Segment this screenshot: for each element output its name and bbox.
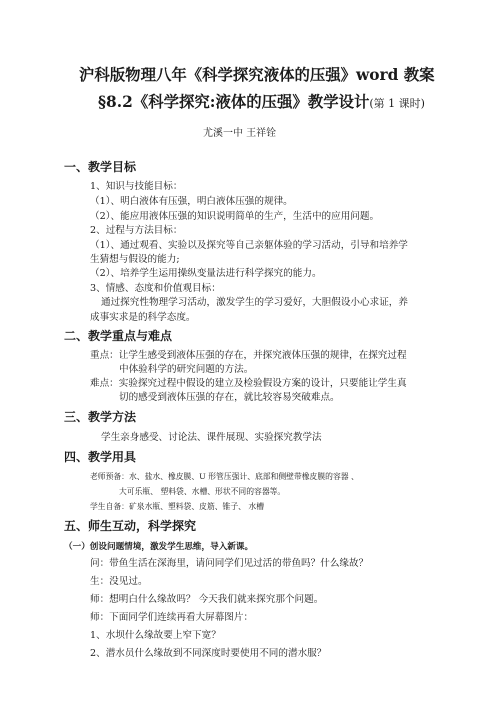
paragraph-line: 通过探究性物理学习活动，激发学生的学习爱好，大胆假设小心求证，养 [101,297,408,308]
document-title: 沪科版物理八年《科学探究液体的压强》word 教案 [79,66,435,84]
subsection-heading: （一）创设问题情境，激发学生思维，导入新课。 [64,542,254,552]
section-heading-objectives: 一、教学目标 [64,160,137,174]
paragraph-line: （2）、培养学生运用操纵变量法进行科学探究的能力。 [90,268,322,279]
paragraph-line: 学生自备：矿泉水瓶、塑料袋、皮筋、锥子、 水槽 [90,502,265,511]
author-line: 尤溪一中 王祥铨 [203,128,277,139]
paragraph-line: 中体验科学的研究问题的方法。 [119,364,254,375]
paragraph-line: （1）、明白液体有压强，明白液体压强的规律。 [90,196,293,207]
section-heading-materials: 四、教学用具 [64,450,137,464]
paragraph-line: 2、潜水员什么缘故到不同深度时要使用不同的潜水服？ [90,648,327,659]
lesson-title-suffix: (第 1 课时) [369,97,425,110]
paragraph-line: 切的感受到液体压强的存在，就比较容易突破难点。 [119,392,340,403]
paragraph-line: （1）、通过观看、实验以及探究等自己亲躯体验的学习活动，引导和培养学 [90,240,408,251]
paragraph-line: 学生亲身感受、讨论法、课件展现、实验探究教学法 [101,432,322,443]
paragraph-line: 2、过程与方法目标： [90,225,183,236]
section-heading-methods: 三、教学方法 [64,410,137,424]
section-heading-key-points: 二、教学重点与难点 [64,329,173,343]
paragraph-line: 问：带鱼生活在深海里，请问同学们见过活的带鱼吗？什么缘故？ [90,558,369,569]
paragraph-line: 3、情感、态度和价值观目标： [90,283,221,294]
paragraph-line: 成事实求是的科学态度。 [90,312,196,323]
paragraph-line: 重点：让学生感受到液体压强的存在，并探究液体压强的规律，在探究过程 [90,350,407,361]
paragraph-line: 1、知识与技能目标： [90,181,183,192]
paragraph-line: 大可乐瓶、 塑料袋、水槽、形状不同的容器等。 [119,487,286,496]
paragraph-line: 难点：实验探究过程中假设的建立及检验假设方案的设计，只要能让学生真 [90,378,407,389]
paragraph-line: 老师预备：水、盐水、橡皮膜、U 形管压强计、底部和侧壁带橡皮膜的容器 、 [90,472,359,481]
lesson-title [98,93,425,113]
paragraph-line: （2）、能应用液体压强的知识说明简单的生产，生活中的应用问题。 [90,211,380,222]
paragraph-line: 生：没见过。 [90,576,148,587]
paragraph-line: 师：下面同学们连续再看大屏幕图片： [90,612,254,623]
lesson-title-main: §8.2《科学探究:液体的压强》教学设计 [98,93,370,111]
section-heading-interaction: 五、师生互动，科学探究 [64,519,197,533]
paragraph-line: 1、水坝什么缘故要上窄下宽？ [90,630,221,641]
paragraph-line: 师：想明白什么缘故吗？ 今天我们就来探究那个问题。 [90,594,324,605]
paragraph-line: 生猜想与假设的能力; [90,254,180,265]
